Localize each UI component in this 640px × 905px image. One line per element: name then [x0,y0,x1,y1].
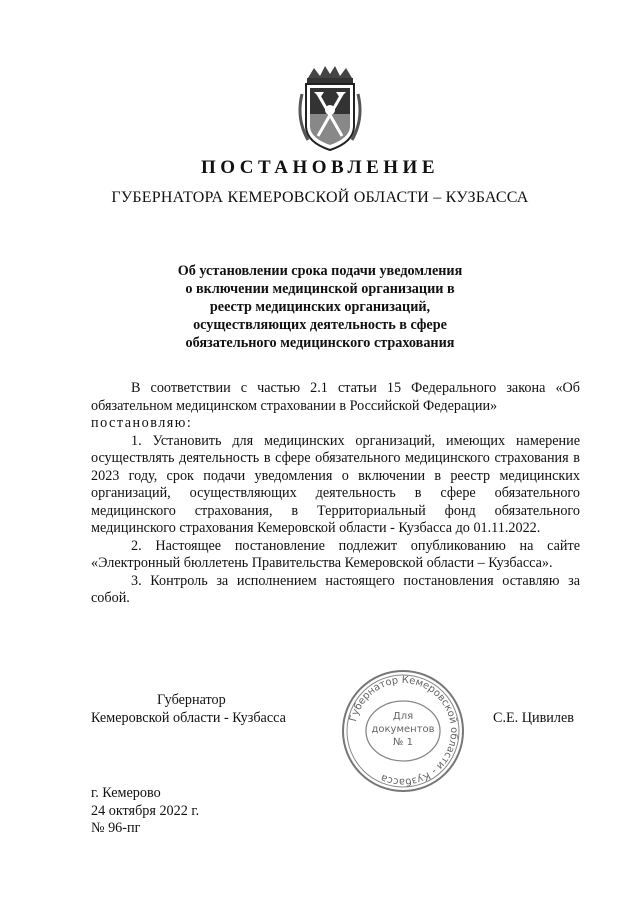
subject-line: обязательного медицинского страхования [185,335,455,351]
coat-of-arms-icon [294,64,366,154]
official-seal [338,667,468,795]
intro-text: В соответствии с частью 2.1 статьи 15 Федерального закона «Об обязательном медицинском страховании в Российской Федерации» [91,380,580,414]
item-paragraph: 1. Установить для медицинских организаций, имеющих намерение осуществлять деятельность в сфере обязательного медицинского страхования в 2023 году, срок подачи уведомления о включении в реестр медицинских организаций, осуществляющих деятельность в сфере обязательного медицинского страхования, в Территориальный фонд обязательного медицинского страхования Кемеровской области - Кузбасса до 01.11.2022. [91,432,580,536]
seal-center-line: документов [371,724,435,735]
seal-center-line: Для [392,711,414,722]
seal-ring-text: Губернатор Кемеровской области - Кузбасса [347,674,460,788]
item-paragraph: 2. Настоящее постановление подлежит опубликованию на сайте «Электронный бюллетень Правительства Кемеровской области – Кузбасса». [91,537,580,571]
document-body [91,380,580,608]
place-city: г. Кемерово [91,785,161,801]
document-type: ПОСТАНОВЛЕНИЕ [200,157,440,178]
issuer-line: ГУБЕРНАТОРА КЕМЕРОВСКОЙ ОБЛАСТИ – КУЗБАССА [111,189,529,206]
subject-line: реестр медицинских организаций, [209,299,431,315]
document-date: 24 октября 2022 г. [91,802,200,819]
signatory-name: С.Е. Цивилев [493,710,574,726]
subject-line: Об установлении срока подачи уведомления [177,263,463,279]
item-paragraph: 3. Контроль за исполнением настоящего постановления оставляю за собой. [91,572,580,606]
intro-paragraph [91,380,580,433]
document-footer [91,785,199,838]
signatory-position [91,692,286,727]
position-line: Губернатор [157,692,226,708]
decree-word: постановляю: [91,415,193,431]
subject-line: осуществляющих деятельность в сфере [193,317,447,333]
subject-line: о включении медицинской организации в [185,281,455,297]
document-number: № 96-пг [91,820,141,836]
position-line: Кемеровской области - Кузбасса [91,709,286,726]
document-subject [150,262,490,352]
seal-center-line: № 1 [393,737,413,748]
